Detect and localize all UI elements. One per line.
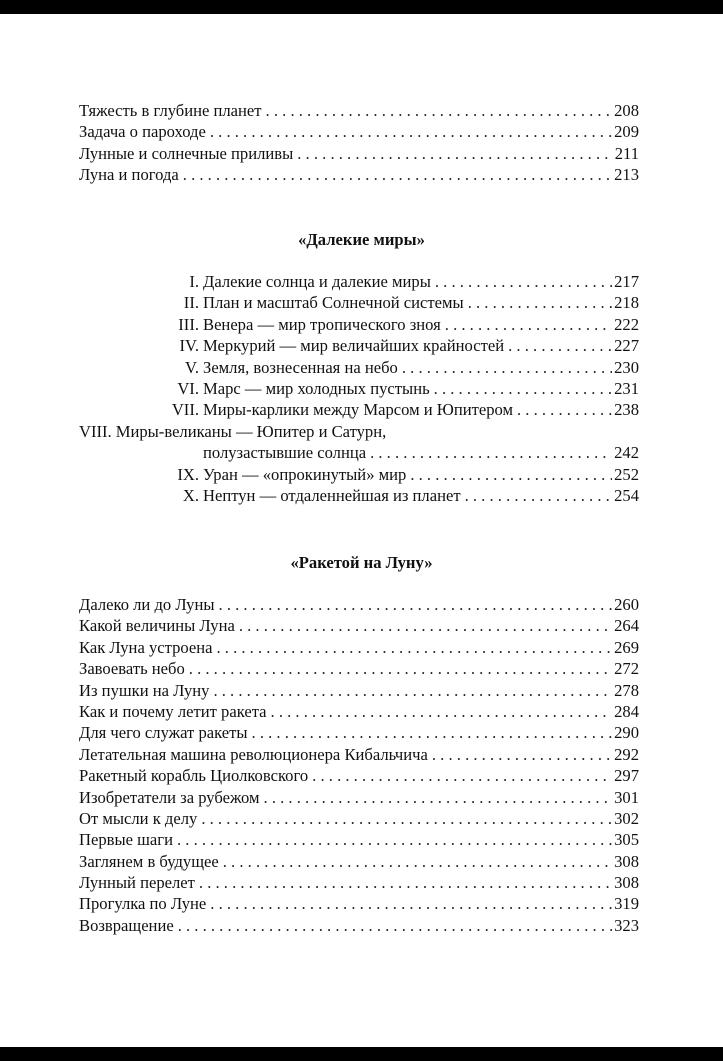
toc-entry-title: Лунные и солнечные приливы <box>79 143 294 163</box>
leader-dots <box>199 872 612 893</box>
toc-entry[interactable] <box>79 808 639 829</box>
toc-entry-title: Луна и погода <box>79 165 179 185</box>
toc-entry[interactable] <box>79 485 639 506</box>
toc-entry-numeral: V. <box>185 357 199 377</box>
toc-entry[interactable] <box>79 164 639 185</box>
toc-entry-page: 323 <box>614 915 639 935</box>
toc-entry-page: 319 <box>614 894 639 914</box>
book-page <box>0 14 723 1047</box>
toc-entry[interactable] <box>79 357 639 378</box>
toc-entry-title: Как и почему летит ракета <box>79 701 267 721</box>
toc-entry-page: 297 <box>614 766 639 786</box>
toc-entry-numeral: VIII. <box>79 421 112 441</box>
leader-dots <box>465 485 613 506</box>
toc-entry[interactable] <box>79 314 639 335</box>
toc-entry-title: От мысли к делу <box>79 808 198 828</box>
toc-entry-numeral: III. <box>178 314 199 334</box>
toc-entry[interactable] <box>79 594 639 615</box>
toc-entry-page: 284 <box>614 701 639 721</box>
toc-entry-title-continuation: полузастывшие солнца <box>203 443 367 463</box>
leader-dots <box>435 271 612 292</box>
toc-entry-title: Для чего служат ракеты <box>79 723 248 743</box>
leader-dots <box>266 100 613 121</box>
toc-entry-title: Венера — мир тропического зноя <box>203 314 441 334</box>
toc-entry[interactable] <box>79 292 639 313</box>
toc-entry-page: 218 <box>614 293 639 313</box>
leader-dots <box>312 765 612 786</box>
toc-entry-title: Миры-великаны — Юпитер и Сатурн, <box>115 421 387 441</box>
toc-entry-page: 272 <box>614 659 639 679</box>
toc-entry-page: 213 <box>614 165 639 185</box>
toc-entry[interactable] <box>79 680 639 701</box>
leader-dots <box>201 808 612 829</box>
toc-entry-page: 252 <box>614 464 639 484</box>
toc-entry[interactable] <box>79 378 639 399</box>
toc-entry-title: Меркурий — мир величайших крайностей <box>203 336 505 356</box>
toc-entry-page: 264 <box>614 616 639 636</box>
toc-entry-first-line[interactable] <box>79 421 639 442</box>
toc-entry-page: 211 <box>614 143 639 163</box>
leader-dots <box>252 722 613 743</box>
toc-entry-title: Нептун — отдаленнейшая из планет <box>203 485 461 505</box>
toc-entry-page: 217 <box>614 272 639 291</box>
toc-entry-page: 254 <box>614 485 639 505</box>
leader-dots <box>219 594 613 615</box>
leader-dots <box>239 615 612 636</box>
section-title-far-worlds: «Далекие миры» <box>298 230 425 249</box>
leader-dots <box>210 893 612 914</box>
section-title-rocket-to-moon: «Ракетой на Луну» <box>290 553 433 572</box>
toc-entry[interactable] <box>79 787 639 808</box>
toc-entry-title: Завоевать небо <box>79 659 185 679</box>
toc-entry-page: 269 <box>614 637 639 657</box>
toc-entry[interactable] <box>79 893 639 914</box>
leader-dots <box>178 915 612 936</box>
toc-entry-title: Летательная машина революционера Кибальчича <box>79 744 428 764</box>
toc-entry[interactable] <box>79 615 639 636</box>
toc-group-moon <box>79 100 639 186</box>
toc-entry-title: Уран — «опрокинутый» мир <box>203 464 407 484</box>
toc-entry-page: 278 <box>614 680 639 700</box>
toc-entry-numeral: II. <box>183 293 199 313</box>
leader-dots <box>410 464 612 485</box>
toc-entry-page: 292 <box>614 744 639 764</box>
toc-group-rocket-to-moon <box>79 594 639 936</box>
toc-entry-page: 209 <box>614 122 639 142</box>
toc-entry-title: План и масштаб Солнечной системы <box>203 293 464 313</box>
toc-entry-page: 231 <box>614 378 639 398</box>
leader-dots <box>264 787 613 808</box>
leader-dots <box>271 701 613 722</box>
leader-dots <box>508 335 612 356</box>
toc-entry-title: Первые шаги <box>79 830 173 850</box>
leader-dots <box>468 292 612 313</box>
leader-dots <box>432 744 612 765</box>
toc-entry[interactable] <box>79 701 639 722</box>
toc-entry-page: 301 <box>614 787 639 807</box>
toc-entry-page: 222 <box>614 314 639 334</box>
toc-entry-numeral: I. <box>189 272 199 291</box>
toc-entry-title: Далекие солнца и далекие миры <box>203 272 431 291</box>
toc-entry-numeral: IV. <box>179 336 199 356</box>
toc-entry-page: 238 <box>614 400 639 420</box>
toc-group-far-worlds <box>79 271 639 506</box>
leader-dots <box>370 442 612 463</box>
toc-entry[interactable] <box>79 143 639 164</box>
toc-entry[interactable] <box>79 722 639 743</box>
toc-entry-title: Тяжесть в глубине планет <box>79 101 262 120</box>
toc-entry[interactable] <box>79 464 639 485</box>
toc-entry-continuation[interactable] <box>79 442 639 463</box>
leader-dots <box>216 637 612 658</box>
toc-entry[interactable] <box>79 399 639 420</box>
toc-entry-numeral: VII. <box>171 400 199 420</box>
toc-entry-numeral: VI. <box>177 378 199 398</box>
toc-entry-page: 242 <box>614 443 639 463</box>
toc-entry-page: 230 <box>614 357 639 377</box>
toc-entry[interactable] <box>79 872 639 893</box>
toc-entry[interactable] <box>79 829 639 850</box>
toc-entry-title: Изобретатели за рубежом <box>79 787 260 807</box>
leader-dots <box>177 829 612 850</box>
toc-entry[interactable] <box>79 658 639 679</box>
toc-entry[interactable] <box>79 765 639 786</box>
toc-entry-title: Прогулка по Луне <box>79 894 207 914</box>
toc-entry[interactable] <box>79 335 639 356</box>
toc-entry-title: Какой величины Луна <box>79 616 235 636</box>
toc-entry-title: Из пушки на Луну <box>79 680 210 700</box>
toc-entry[interactable] <box>79 915 639 936</box>
toc-entry-title: Миры-карлики между Марсом и Юпитером <box>203 400 513 420</box>
toc-entry-page: 227 <box>614 336 639 356</box>
toc-entry[interactable] <box>79 851 639 872</box>
toc-entry-page: 305 <box>614 830 639 850</box>
toc-entry[interactable] <box>79 271 639 292</box>
toc-entry-page: 308 <box>614 851 639 871</box>
toc-entry-title: Ракетный корабль Циолковского <box>79 766 309 786</box>
toc-entry-page: 308 <box>614 873 639 893</box>
leader-dots <box>183 164 612 185</box>
toc-entry-title: Как Луна устроена <box>79 637 213 657</box>
toc-entry-page: 302 <box>614 808 639 828</box>
toc-entry[interactable] <box>79 744 639 765</box>
toc-entry-page: 208 <box>614 101 639 120</box>
toc-entry-page: 290 <box>614 723 639 743</box>
toc-entry-title: Далеко ли до Луны <box>79 595 215 614</box>
leader-dots <box>210 121 612 142</box>
toc-entry[interactable] <box>79 121 639 142</box>
toc-entry-title: Лунный перелет <box>79 873 195 893</box>
leader-dots <box>517 399 612 420</box>
toc-entry-numeral: X. <box>182 485 199 505</box>
toc-entry[interactable] <box>79 100 639 121</box>
toc-entry-title: Возвращение <box>79 915 174 935</box>
leader-dots <box>213 680 612 701</box>
toc-entry-title: Заглянем в будущее <box>79 851 219 871</box>
leader-dots <box>189 658 612 679</box>
leader-dots <box>297 143 612 164</box>
leader-dots <box>445 314 612 335</box>
toc-entry-page: 260 <box>614 595 639 614</box>
toc-entry-title: Земля, вознесенная на небо <box>203 357 398 377</box>
toc-entry[interactable] <box>79 637 639 658</box>
leader-dots <box>402 357 612 378</box>
toc-entry-title: Марс — мир холодных пустынь <box>203 378 430 398</box>
leader-dots <box>434 378 612 399</box>
toc-entry-title: Задача о пароходе <box>79 122 206 142</box>
leader-dots <box>223 851 612 872</box>
toc-entry-numeral: IX. <box>177 464 199 484</box>
